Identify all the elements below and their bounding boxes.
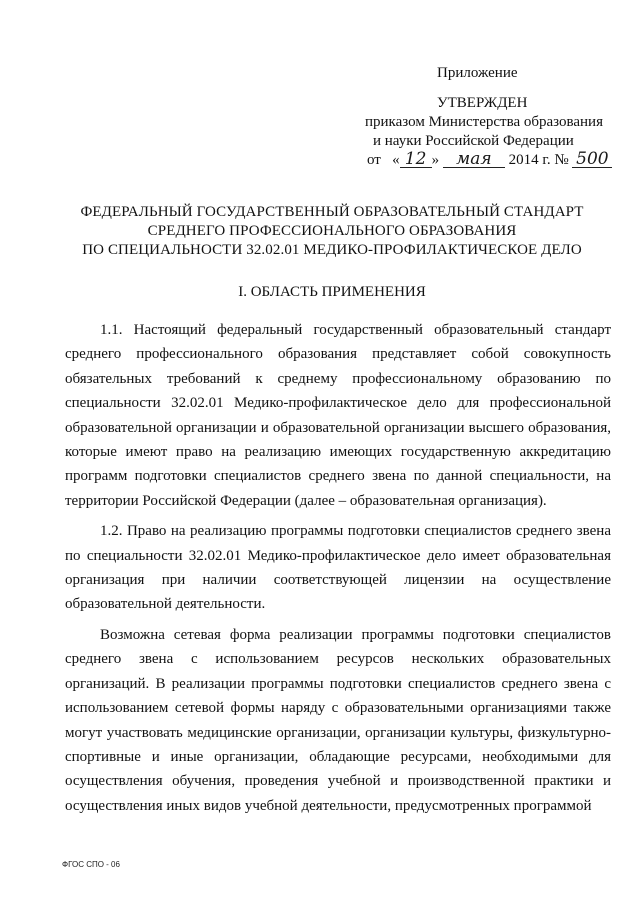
- quote-close: »: [431, 152, 440, 168]
- paragraph-network-form: Возможна сетевая форма реализации программы подготовки специалистов среднего звена с использованием ресурсов нескольких образовательных организаций. В реализации программы подготовки специалистов среднего звена с использованием сетевой формы наряду с образовательными организациями также могут участвовать медицинские организации, организации культуры, физкультурно-спортивные и иные организации, обладающие ресурсами, необходимыми для осуществления обучения, проведения учебной и производственной практики и осуществления иных видов учебной деятельности, предусмотренных программой: [65, 626, 611, 814]
- order-line-1: приказом Министерства образования: [365, 114, 603, 130]
- title-line-3: ПО СПЕЦИАЛЬНОСТИ 32.02.01 МЕДИКО-ПРОФИЛАКТИЧЕСКОЕ ДЕЛО: [82, 242, 582, 258]
- appendix-label: Приложение: [437, 65, 518, 81]
- document-title: [40, 203, 624, 260]
- handwritten-order-number: 500: [572, 151, 612, 168]
- page-footer: ФГОС СПО - 06: [62, 860, 120, 869]
- title-line-2: СРЕДНЕГО ПРОФЕССИОНАЛЬНОГО ОБРАЗОВАНИЯ: [147, 223, 517, 239]
- title-line-1: ФЕДЕРАЛЬНЫЙ ГОСУДАРСТВЕННЫЙ ОБРАЗОВАТЕЛЬНЫЙ СТАНДАРТ: [80, 204, 584, 220]
- section-heading: I. ОБЛАСТЬ ПРИМЕНЕНИЯ: [238, 284, 426, 300]
- order-date-line: [365, 151, 635, 170]
- paragraph-1-2: 1.2. Право на реализацию программы подготовки специалистов среднего звена по специальности 32.02.01 Медико-профилактическое дело имеет образовательная организация при наличии соответствующей лицензии на осуществление образовательной деятельности.: [65, 523, 611, 613]
- handwritten-month: мая: [443, 151, 505, 168]
- handwritten-day: 12: [400, 151, 432, 168]
- date-prefix: от: [367, 152, 381, 168]
- approval-block: [365, 64, 635, 170]
- body-text: [65, 318, 611, 818]
- quote-open: «: [392, 152, 400, 168]
- year-text: 2014 г. №: [508, 152, 569, 168]
- paragraph-1-1: 1.1. Настоящий федеральный государственный образовательный стандарт среднего профессионального образования представляет собой совокупность обязательных требований к среднему профессиональному образованию по специальности 32.02.01 Медико-профилактическое дело для профессиональной образовательной организации и образовательной организации высшего образования, которые имеют право на реализацию имеющих государственную аккредитацию программ подготовки специалистов среднего звена по данной специальности, на территории Российской Федерации (далее – образовательная организация).: [65, 322, 611, 509]
- order-line-2: и науки Российской Федерации: [373, 133, 574, 149]
- approved-label: УТВЕРЖДЕН: [437, 95, 528, 111]
